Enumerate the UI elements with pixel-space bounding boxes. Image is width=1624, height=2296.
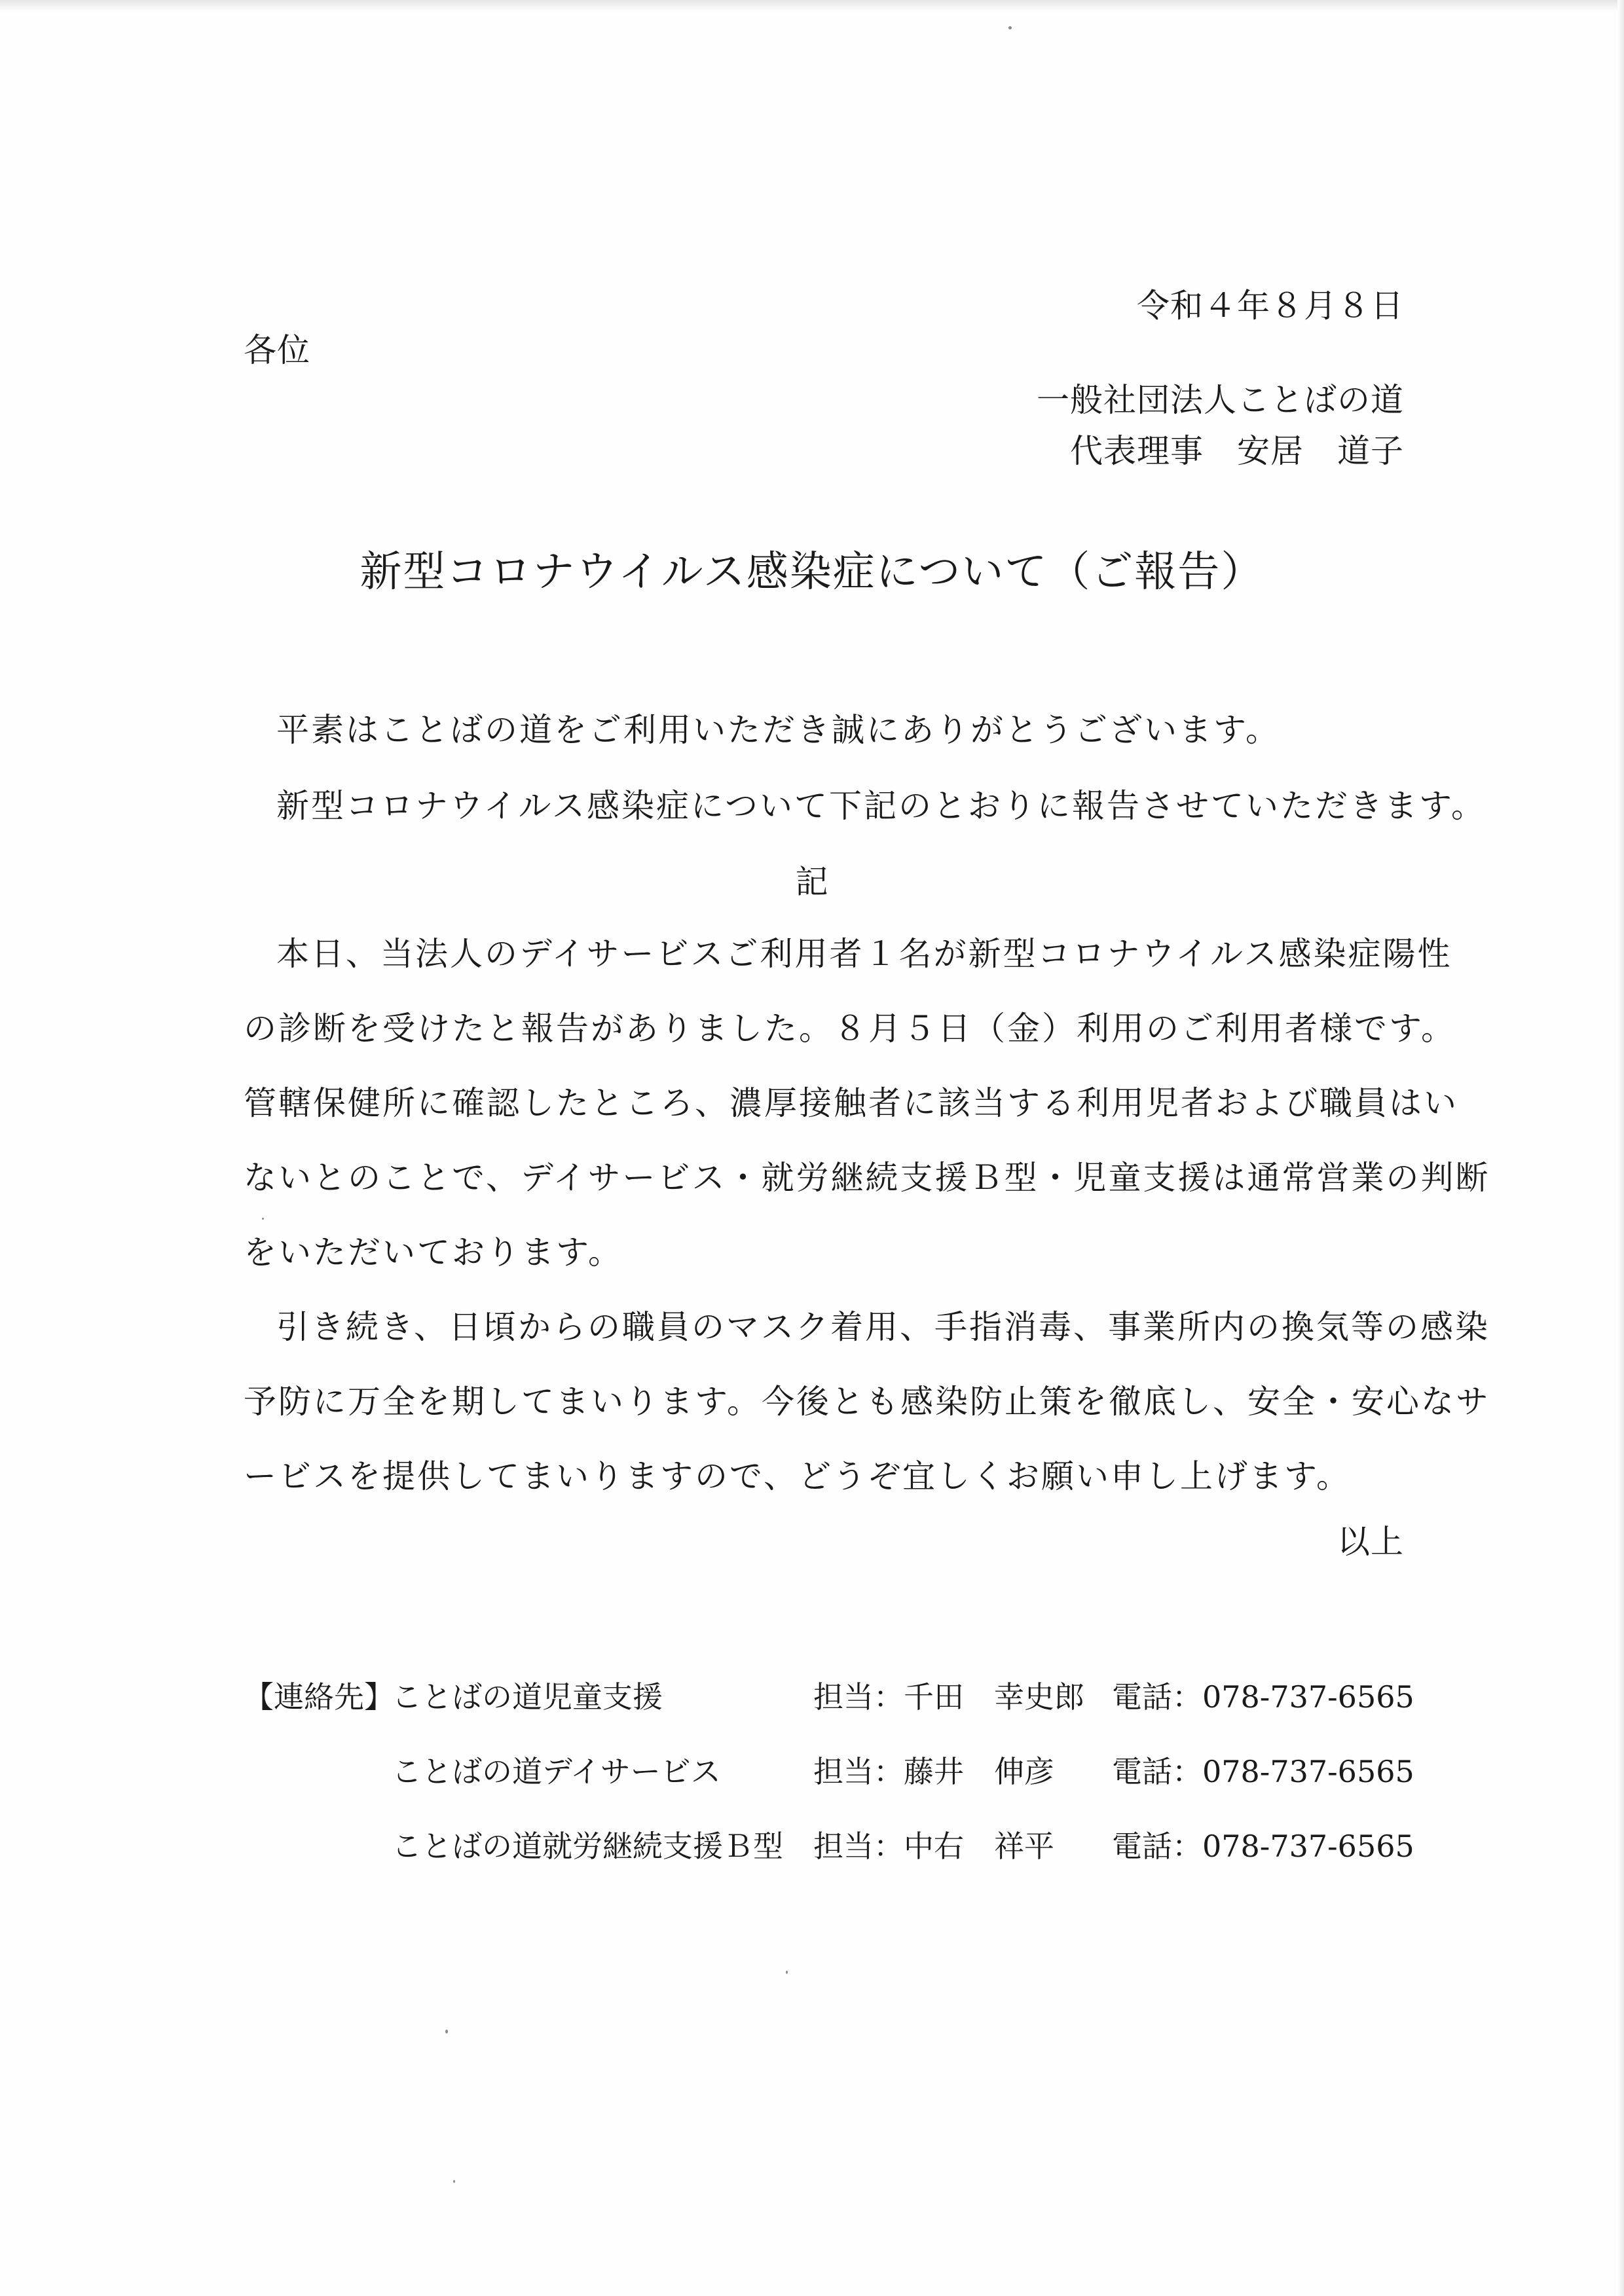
scan-speck bbox=[445, 2030, 448, 2033]
document-title: 新型コロナウイルス感染症について（ご報告） bbox=[360, 548, 1264, 596]
scan-speck bbox=[1008, 26, 1012, 29]
closing-line: 引き続き、日頃からの職員のマスク着用、手指消毒、事業所内の換気等の感染 bbox=[276, 1308, 1490, 1346]
sender-organization: 一般社団法人ことばの道 bbox=[1037, 381, 1404, 419]
document-date: 令和４年８月８日 bbox=[1137, 287, 1404, 325]
sender-representative: 代表理事 安居 道子 bbox=[1070, 432, 1404, 470]
contact-person: 担当：藤井 伸彦 bbox=[813, 1754, 1054, 1789]
scan-speck bbox=[453, 2180, 455, 2183]
report-line: の診断を受けたと報告がありました。８月５日（金）利用のご利用者様です。 bbox=[244, 1010, 1456, 1048]
contact-label: 【連絡先】 bbox=[244, 1679, 394, 1715]
contact-person: 担当：中右 祥平 bbox=[813, 1829, 1054, 1864]
scan-speck bbox=[262, 1218, 264, 1220]
end-mark: 以上 bbox=[1337, 1523, 1404, 1561]
contact-office: ことばの道就労継続支援Ｂ型 bbox=[392, 1829, 783, 1864]
contact-phone: 電話：078-737-6565 bbox=[1112, 1754, 1414, 1789]
report-line: をいただいております。 bbox=[244, 1233, 623, 1271]
scan-speck bbox=[786, 1971, 788, 1974]
contact-phone: 電話：078-737-6565 bbox=[1112, 1679, 1414, 1715]
ki-heading: 記 bbox=[795, 863, 829, 901]
recipient: 各位 bbox=[244, 331, 310, 369]
contact-phone: 電話：078-737-6565 bbox=[1112, 1829, 1414, 1864]
contact-person: 担当：千田 幸史郎 bbox=[813, 1679, 1084, 1715]
closing-line: 予防に万全を期してまいります。今後とも感染防止策を徹底し、安全・安心なサ bbox=[244, 1383, 1490, 1421]
scan-top-edge bbox=[0, 0, 1624, 12]
report-line: ないとのことで、デイサービス・就労継続支援Ｂ型・児童支援は通常営業の判断 bbox=[244, 1159, 1490, 1197]
scan-right-edge bbox=[1617, 0, 1624, 2296]
report-line: 本日、当法人のデイサービスご利用者１名が新型コロナウイルス感染症陽性 bbox=[276, 935, 1452, 973]
contact-office: ことばの道デイサービス bbox=[392, 1754, 721, 1789]
report-line: 管轄保健所に確認したところ、濃厚接触者に該当する利用児者および職員はい bbox=[244, 1084, 1458, 1122]
closing-line: ービスを提供してまいりますので、どうぞ宜しくお願い申し上げます。 bbox=[244, 1457, 1351, 1495]
greeting-line: 平素はことばの道をご利用いただき誠にありがとうございます。 bbox=[276, 711, 1280, 749]
contact-office: ことばの道児童支援 bbox=[392, 1679, 663, 1715]
intro-line: 新型コロナウイルス感染症について下記のとおりに報告させていただきます。 bbox=[276, 787, 1486, 825]
